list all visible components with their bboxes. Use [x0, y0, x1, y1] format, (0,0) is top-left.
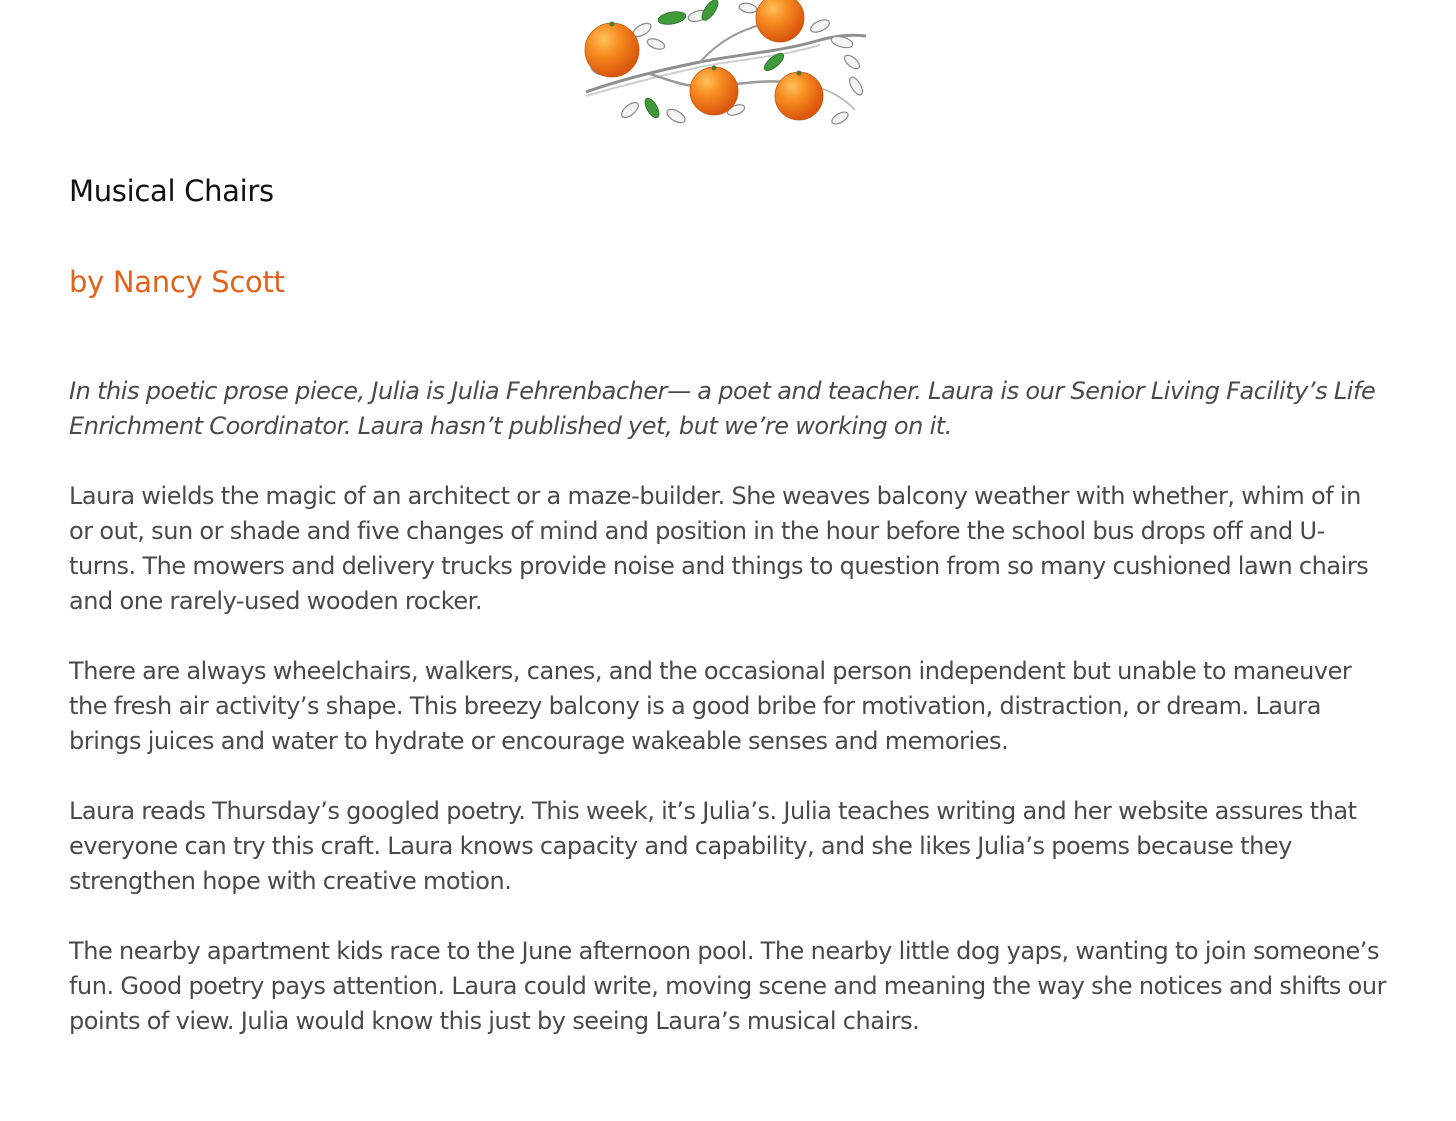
body-paragraph-4: The nearby apartment kids race to the June afternoon pool. The nearby little dog yaps, wanting to join someone’s fun. Good poetry pays attention. Laura could write, moving scene and meaning the way she notices and shifts our points of view. Julia would know this just by seeing Laura’s musical chairs. [69, 937, 1387, 1035]
body-paragraph-1: Laura wields the magic of an architect or a maze-builder. She weaves balcony weather with whether, whim of in or out, sun or shade and five changes of mind and position in the hour before the school bus drops off and U-turns. The mowers and delivery trucks provide noise and things to question from so many cushioned lawn chairs and one rarely-used wooden rocker. [69, 482, 1369, 615]
intro-paragraph: In this poetic prose piece, Julia is Julia Fehrenbacher— a poet and teacher. Laura is our Senior Living Facility’s Life Enrichment Coordinator. Laura hasn’t published yet, but we’re working on it. [69, 377, 1376, 440]
article-byline: by Nancy Scott [69, 265, 285, 299]
body-paragraph-3: Laura reads Thursday’s googled poetry. This week, it’s Julia’s. Julia teaches writing and her website assures that everyone can try this craft. Laura knows capacity and capability, and she likes Julia’s poems because they strengthen hope with creative motion. [69, 797, 1357, 895]
orange-branch-illustration [580, 0, 872, 134]
article-title: Musical Chairs [69, 174, 274, 208]
body-paragraph-2: There are always wheelchairs, walkers, canes, and the occasional person independent but unable to maneuver the fresh air activity’s shape. This breezy balcony is a good bribe for motivation, distraction, or dream. Laura brings juices and water to hydrate or encourage wakeable senses and memories. [69, 657, 1352, 755]
article-body [69, 374, 1389, 1074]
